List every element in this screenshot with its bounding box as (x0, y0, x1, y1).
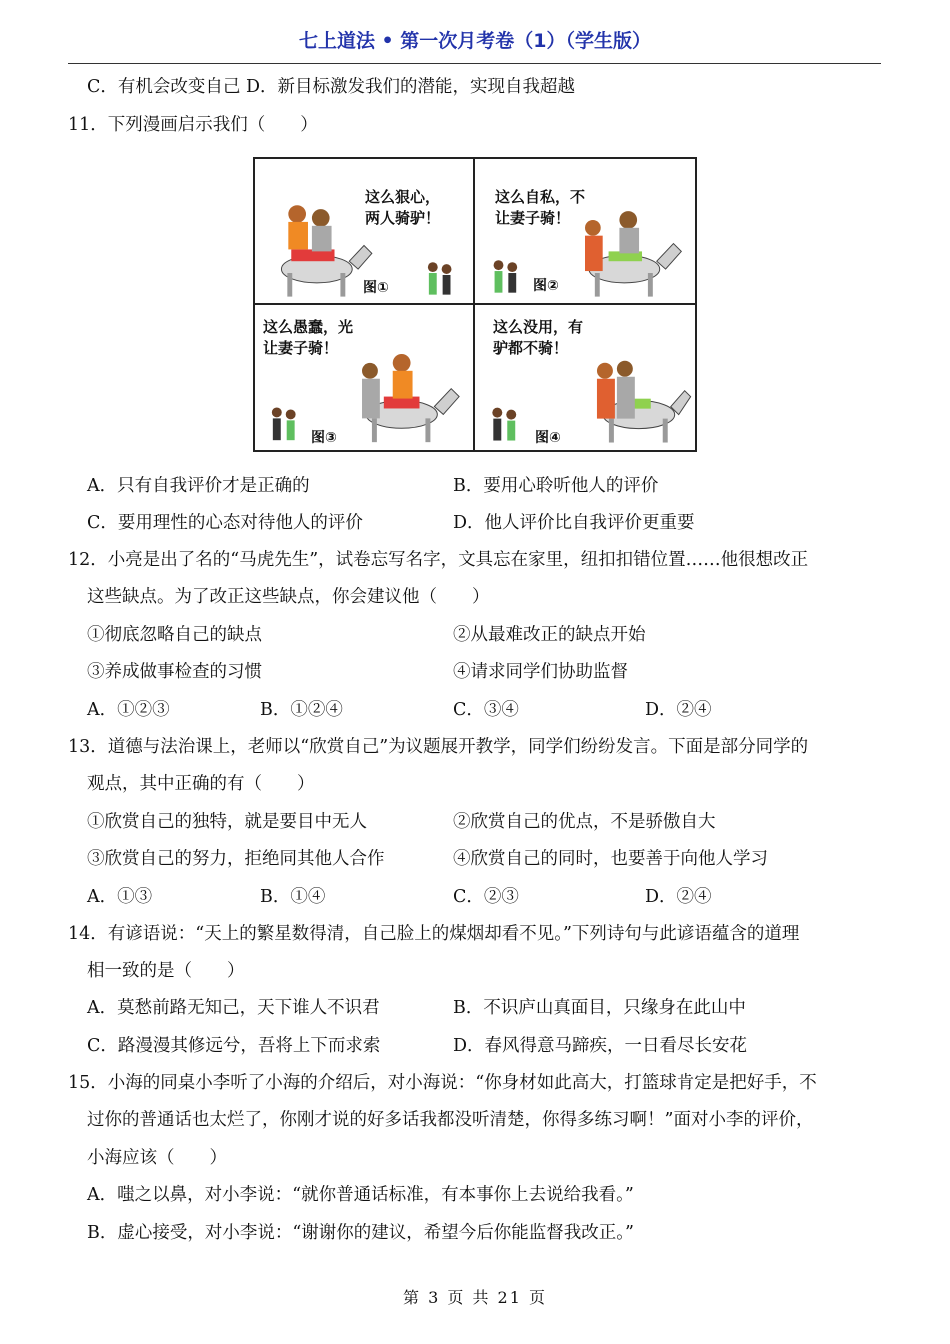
q11-option-c: C．要用理性的心态对待他人的评价 (87, 513, 363, 533)
q11-option-d: D．他人评价比自我评价更重要 (453, 513, 695, 533)
q11-stem: 11．下列漫画启示我们（ ） (68, 115, 318, 135)
q13-stem-line1: 13．道德与法治课上，老师以“欣赏自己”为议题展开教学，同学们纷纷发言。下面是部分同学的 (68, 737, 809, 757)
q13-option-b: B．①④ (260, 887, 326, 907)
q12-stem-line1: 12．小亮是出了名的“马虎先生”，试卷忘写名字，文具忘在家里，纽扣扣错位置……他很想改正 (68, 550, 809, 570)
panel-2-label: 图② (533, 278, 559, 294)
q12-option-a: A．①②③ (87, 700, 170, 720)
q13-item-1: ①欣赏自己的独特，就是要目中无人 (87, 812, 367, 832)
q12-option-d: D．②④ (645, 700, 712, 720)
panel-3-speech: 这么愚蠢，光 让妻子骑！ (263, 317, 354, 357)
q11-option-b: B．要用心聆听他人的评价 (453, 476, 659, 496)
q10-options-tail: C．有机会改变自己 D．新目标激发我们的潜能，实现自我超越 (87, 77, 575, 97)
q13-option-a: A．①③ (87, 887, 153, 907)
q14-option-d: D．春风得意马蹄疾，一日看尽长安花 (453, 1036, 748, 1056)
q13-stem-line2: 观点，其中正确的有（ ） (87, 774, 315, 794)
header-divider (68, 63, 881, 64)
comic-panel-2 (475, 159, 695, 305)
q15-option-b: B．虚心接受，对小李说：“谢谢你的建议，希望今后你能监督我改正。” (87, 1223, 635, 1243)
q12-stem-line2: 这些缺点。为了改正这些缺点，你会建议他（ ） (87, 587, 490, 607)
panel-4-label: 图④ (535, 429, 561, 446)
q12-item-2: ②从最难改正的缺点开始 (453, 625, 646, 645)
q12-option-b: B．①②④ (260, 700, 343, 720)
donkey-comic-figure (253, 157, 697, 452)
comic-panel-1 (255, 159, 475, 305)
page-number-footer: 第 3 页 共 21 页 (403, 1288, 547, 1307)
panel-3-label: 图③ (311, 429, 337, 446)
q12-item-3: ③养成做事检查的习惯 (87, 662, 262, 682)
q11-option-a: A．只有自我评价才是正确的 (87, 476, 310, 496)
q13-option-c: C．②③ (453, 887, 519, 907)
q13-item-4: ④欣赏自己的同时，也要善于向他人学习 (453, 849, 768, 869)
q13-item-3: ③欣赏自己的努力，拒绝同其他人合作 (87, 849, 385, 869)
q15-stem-line1: 15．小海的同桌小李听了小海的介绍后，对小海说：“你身材如此高大，打篮球肯定是把好手，不 (68, 1073, 817, 1093)
panel-1-label: 图① (363, 280, 389, 296)
q15-option-a: A．嗤之以鼻，对小李说：“就你普通话标准，有本事你上去说给我看。” (87, 1185, 634, 1205)
q14-stem-line1: 14．有谚语说：“天上的繁星数得清，自己脸上的煤烟却看不见。”下列诗句与此谚语蕴含的道理 (68, 924, 800, 944)
q12-option-c: C．③④ (453, 700, 519, 720)
q14-stem-line2: 相一致的是（ ） (87, 961, 245, 981)
q13-option-d: D．②④ (645, 887, 712, 907)
q12-item-1: ①彻底忽略自己的缺点 (87, 625, 262, 645)
q15-stem-line3: 小海应该（ ） (87, 1148, 227, 1168)
panel-1-speech: 这么狠心， 两人骑驴！ (365, 188, 441, 227)
comic-panel-3 (255, 305, 475, 451)
q14-option-b: B．不识庐山真面目，只缘身在此山中 (453, 998, 746, 1018)
header-title: 七上道法 • 第一次月考卷（1）（学生版） (298, 30, 652, 52)
panel-2-speech: 这么自私，不 让妻子骑！ (495, 188, 586, 227)
panel-2-illustration (475, 159, 695, 303)
comic-panel-4 (475, 305, 695, 451)
q14-option-a: A．莫愁前路无知己，天下谁人不识君 (87, 998, 380, 1018)
panel-4-speech: 这么没用，有 驴都不骑！ (493, 317, 584, 357)
q12-item-4: ④请求同学们协助监督 (453, 662, 628, 682)
q15-stem-line2: 过你的普通话也太烂了，你刚才说的好多话我都没听清楚，你得多练习啊！”面对小李的评价， (87, 1110, 814, 1130)
q13-item-2: ②欣赏自己的优点，不是骄傲自大 (453, 812, 716, 832)
q14-option-c: C．路漫漫其修远兮，吾将上下而求索 (87, 1036, 381, 1056)
